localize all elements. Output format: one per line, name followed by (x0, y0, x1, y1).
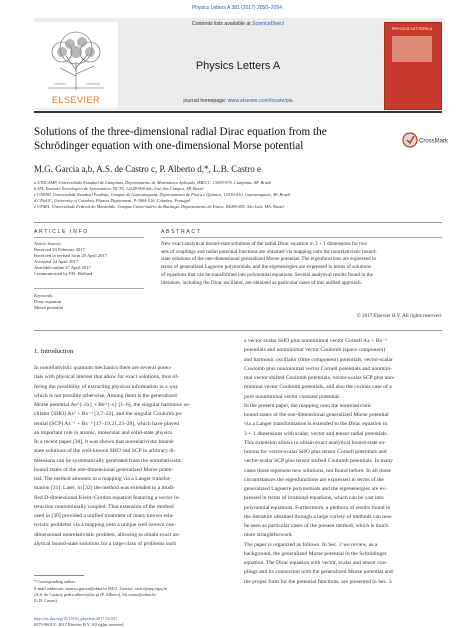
body-line: tials with physical interest that allow for exact solutions, thus of- (34, 374, 179, 381)
body-line: an important role in atomic, molecular and solid-state physics. (34, 429, 174, 436)
keyword: Morse potential (34, 305, 63, 310)
journal-homepage: journal homepage: www.elsevier.com/locate/pla (183, 98, 293, 104)
abstract-line: New exact analytical bound-state solutions of the radial Dirac equation in 3 + 1 dimensions for two (161, 241, 368, 247)
article-info-heading: ARTICLE INFO (34, 229, 89, 235)
history-item: Received in revised form 20 April 2017 (34, 253, 107, 258)
body-line: state solutions of the well-known SHO and SCP in arbitrary di- (34, 448, 176, 455)
body-line: potentials and nonminimal vector Coulomb (space component) (244, 347, 386, 354)
body-line: cases those represent new solutions, not found before. In all those (244, 467, 391, 474)
footnote-email[interactable]: (A.S. de Castro), pedro.alberto@uc.pt (P. Alberto), lrb.castro@ufma.br (34, 592, 156, 597)
cover-title: PHYSICS LETTERS A (391, 26, 433, 31)
abstract-line: state solutions of the one-dimensional generalized Morse potential. The eigenfunctions are expressed in (161, 256, 376, 263)
body-column-left (34, 364, 232, 549)
history-item: Available online 27 April 2017 (34, 265, 91, 270)
abstract-heading: ABSTRACT (161, 229, 202, 235)
body-line: minimal vector Coulomb potentials, and also the curious case of a (244, 384, 392, 391)
section-divider (34, 330, 442, 331)
body-line: generalized Laguerre polynomials and the eigenenergies are ex- (244, 486, 387, 492)
sciencedirect-link[interactable]: ScienceDirect (252, 21, 285, 27)
article-info-divider (34, 237, 144, 238)
history-item: Accepted 24 April 2017 (34, 259, 79, 264)
body-line: lutions for vector-scalar SHO plus tensor Cornell potentials and (244, 449, 387, 455)
body-line: mensions can be systematically generated from the nonrelativistic (34, 457, 182, 464)
contents-availability: Contents lists available at ScienceDirect (191, 21, 285, 27)
body-line: pure nonminimal vector constant potential. (244, 393, 341, 400)
body-column-right (244, 337, 442, 587)
body-line: teraction nonminimally coupled. That extension of the method (34, 503, 174, 510)
body-line: the literature obtained through a large variety of methods can now (244, 513, 392, 520)
abstract-line: sets of couplings and radial potential functions are obtained via mapping onto the nonrelativistic bound- (161, 248, 377, 255)
body-line: plings and its connection with the generalized Morse potential and (244, 569, 393, 576)
history-item: Communicated by P.R. Holland (34, 271, 93, 276)
body-line: the proper form for the potential functions, are presented in Sec. 3 (244, 578, 392, 585)
body-line: In the present paper, the mapping onto the nonrelativistic (244, 402, 372, 409)
svg-text:CrossMark: CrossMark (419, 138, 449, 145)
abstract-line: literature, including the Dirac oscillator, are obtained as particular cases of this unified approach. (161, 279, 362, 286)
article-title (34, 125, 374, 153)
body-line: In a recent paper [30], it was shown that nonrelativistic bound- (34, 439, 175, 445)
section-heading: 1. Introduction (34, 348, 74, 355)
keywords-divider (34, 288, 144, 289)
journal-title: Physics Letters A (195, 60, 281, 72)
body-line: fering the possibility of extracting physical information in a way (34, 383, 179, 390)
title-line: Solutions of the three-dimensional radial Dirac equation from the (34, 126, 327, 138)
body-line: which is not possible otherwise. Among them is the generalized (34, 392, 177, 399)
body-line: equation. The Dirac equation with vector, scalar and tensor cou- (244, 560, 388, 566)
body-line: 3 + 1 dimensions with scalar, vector and tensor radial potentials. (244, 430, 388, 437)
body-line: be seen as particular cases of the present method, which is much (244, 523, 389, 529)
body-line: more straightforward. (244, 532, 293, 539)
author-list: M.G. Garcia a,b, A.S. de Castro c, P. Alberto d,*, L.B. Castro e (34, 164, 261, 174)
footnote-corresponding: * Corresponding author. (34, 579, 76, 584)
body-line: via a Langer transformation is extended to the Dirac equation in (244, 421, 388, 428)
journal-homepage-link[interactable]: www.elsevier.com/locate/pla (227, 98, 293, 104)
elsevier-tree-icon (40, 26, 112, 92)
body-line: mation [31]. Later, in [32] the method was extended to a modi- (34, 485, 175, 492)
doi-link[interactable]: http://dx.doi.org/10.1016/j.physleta.2017.04.037 (34, 616, 118, 621)
body-line: alytical bound-state solutions for a large class of problems such (34, 540, 177, 547)
body-line: tivistic problems via a mapping onto a unique well-known one- (34, 522, 176, 529)
body-line: cillator (SHO) Ax² + Bx⁻² [3,7–22], and the singular Coulomb po- (34, 411, 183, 418)
body-line: Morse potential Ae^{-2x} + Be^{-x} [1–6], the singular harmonic os- (34, 402, 191, 408)
affiliation: d CFisUC, University of Coimbra, Physics Department, P-3004-516, Coimbra, Portugal (34, 198, 191, 203)
body-line: background, the generalized Morse potential in the Schrödinger (244, 550, 387, 557)
body-line: a vector-scalar SHO plus nonminimal vector Cornell Ax + Bx⁻¹ (244, 338, 387, 344)
body-line: pressed in terms of irrational equations, which can be cast into (244, 495, 384, 502)
abstract-line: of equations that can be transformed into polynomial equations. Several analytical results found in the (161, 271, 373, 278)
header-divider (34, 111, 442, 113)
body-line: tial. The method amounts to a mapping via a Langer transfor- (34, 476, 172, 482)
copyright-notice: © 2017 Elsevier B.V. All rights reserved. (356, 313, 442, 319)
body-line: The paper is organized as follows. In Sec. 2 we review, as a (244, 541, 378, 548)
history-label: Article history: (34, 241, 62, 246)
section-divider (34, 222, 442, 223)
body-line: mal vector shifted Coulomb potentials, vector-scalar SCP plus non- (244, 375, 395, 381)
body-line: tential (SCP) Ax⁻¹ + Bx⁻² [17–19,21,23–29], which have played (34, 420, 179, 427)
abstract-divider (161, 237, 442, 238)
body-line: fied D-dimensional Klein–Gordon equation featuring a vector in- (34, 494, 181, 501)
body-line: circumstances the eigenfunctions are expressed in terms of the (244, 476, 384, 483)
issn-notice: 0375-9601/© 2017 Elsevier B.V. All rights reserved. (34, 622, 125, 627)
abstract-line: terms of generalized Laguerre polynomials, and the eigenenergies are expressed in terms of solutions (161, 264, 371, 271)
publisher-name: ELSEVIER (51, 95, 101, 105)
journal-reference[interactable]: Physics Letters A 381 (2017) 2050–2054 (191, 5, 283, 11)
affiliation: a UNICAMP, Universidade Estadual de Campinas, Departamento de Matemática Aplicada, IMECC, 13083-970, Campinas, SP, Brazil (34, 180, 272, 185)
body-line: In nonrelativistic quantum mechanics there are several poten- (34, 365, 172, 371)
keyword: Dirac equation (34, 299, 62, 304)
body-line: and harmonic oscillator (time component) potentials, vector-scalar (244, 356, 393, 363)
cover-graphic (392, 36, 432, 62)
body-line: vector-scalar SCP plus tensor shifted Coulomb potentials. In many (244, 458, 393, 465)
body-line: dimensional nonrelativistic problem, allowing to obtain exact an- (34, 531, 181, 538)
footnote-email[interactable]: E-mail addresses: marcos.garcia@ufma.br (M.G. Garcia), castro@pq.cnpq.br (34, 586, 168, 591)
crossmark-icon[interactable] (402, 130, 449, 150)
history-item: Received 23 February 2017 (34, 247, 85, 252)
keywords-label: Keywords: (34, 293, 54, 298)
body-line: used in [30] provided a unified treatment of many known rela- (34, 513, 174, 519)
title-line: Schrödinger equation with one-dimensional Morse potential (34, 140, 304, 152)
abstract-body (161, 241, 442, 287)
body-line: bound states of the one-dimensional generalized Morse poten- (34, 466, 174, 473)
affiliation: e UFMA, Universidade Federal do Maranhão, Campus Universitário do Bacanga, Departamento de Física, 65080-805, São Luís, MA, Brazil (34, 204, 284, 209)
affiliation: c UNESP, Universidade Estadual Paulista, Campus de Guaratinguetá, Departamento de Física e Química, 12516-410, Guaratinguetá, SP, Brazil (34, 192, 291, 197)
body-line: Coulomb plus nonminimal vector Cornell potentials and nonmini- (244, 365, 393, 372)
body-line: bound states of the one-dimensional generalized Morse potential (244, 412, 389, 418)
body-line: This extension allows to obtain exact analytical bound-state so- (244, 439, 386, 446)
footnote-email: (L.B. Castro). (34, 598, 58, 603)
footnote-divider (34, 575, 84, 576)
affiliation: b ITA, Instituto Tecnológico de Aeronáutica, DCTA, 12228-900 São José dos Campos, SP, Brazil (34, 186, 204, 191)
body-line: polynomial equations. Furthermore, a plethora of results found in (244, 504, 391, 511)
